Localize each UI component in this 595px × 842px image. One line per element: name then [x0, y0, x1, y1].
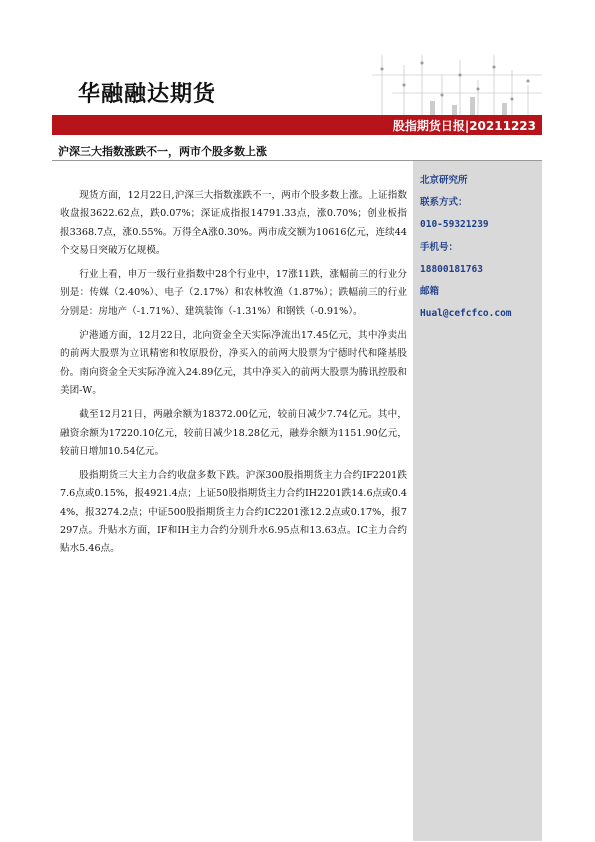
header-decoration-graphic: [342, 55, 542, 115]
office-name: 北京研究所: [420, 175, 468, 186]
paragraph-stock-connect: 沪港通方面，12月22日，北向资金全天实际净流出17.45亿元，其中净卖出的前两大股票为立讯精密和牧原股份，净买入的前两大股票为宁德时代和隆基股份。南向资金全天实际净流入24.89亿元，其中净买入的前两大股票为腾讯控股和美团-W。: [60, 330, 407, 396]
brand-logo-text: 华融融达期货: [78, 82, 217, 107]
mobile-number: 18800181763: [420, 263, 483, 275]
article-body: [60, 187, 407, 565]
contact-label: 联系方式：: [420, 197, 468, 209]
paragraph-spot-market: 现货方面，12月22日,沪深三大指数涨跌不一，两市个股多数上涨。上证指数收盘报3622.62点，跌0.07%；深证成指报14791.33点，涨0.70%；创业板指报3368.7点，涨0.55%。万得全A涨0.30%。两市成交额为10616亿元，连续44个交易日突破万亿规模。: [60, 190, 407, 256]
email-label: 邮箱: [420, 286, 440, 298]
paragraph-futures: 股指期货三大主力合约收盘多数下跌。沪深300股指期货主力合约IF2201跌7.6点或0.15%，报4921.4点；上证50股指期货主力合约IH2201跌14.6点或0.44%，报3274.2点；中证500股指期货主力合约IC2201涨12.2点或0.17%，报7297点。升贴水方面，IF和IH主力合约分别升水6.95点和13.63点。IC主力合约贴水5.46点。: [60, 470, 407, 555]
article-headline: 沪深三大指数涨跌不一，两市个股多数上涨: [58, 145, 267, 158]
report-header: [52, 55, 542, 115]
paragraph-margin-trading: 截至12月21日，两融余额为18372.00亿元，较前日减少7.74亿元。其中，融资余额为17220.10亿元，较前日减少18.28亿元，融券余额为1151.90亿元，较前日增加10.54亿元。: [60, 409, 407, 457]
paragraph-industry: 行业上看，申万一级行业指数中28个行业中，17涨11跌，涨幅前三的行业分别是：传媒（2.40%）、电子（2.17%）和农林牧渔（1.87%）；跌幅前三的行业分别是：房地产（-1.71%）、建筑装饰（-1.31%）和钢铁（-0.91%）。: [60, 269, 407, 317]
mobile-label: 手机号：: [420, 241, 459, 253]
phone-number: 010-59321239: [420, 219, 489, 231]
report-title-bar: [52, 115, 542, 135]
contact-sidebar: [413, 161, 542, 841]
email-address: Hual@cefcfco.com: [420, 308, 512, 320]
report-type-date: 股指期货日报|20211223: [392, 119, 536, 133]
